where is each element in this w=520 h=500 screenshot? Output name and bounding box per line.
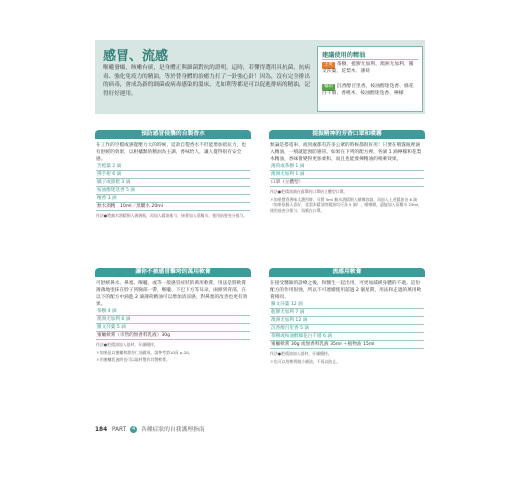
recipe-card-all-purpose-balm bbox=[95, 268, 251, 363]
ingredient: 澳洲尤加利 12 滴 bbox=[270, 317, 424, 325]
recipe-description: 在接受醫師的診療之後，和醫生一起出用，可更加減緩身體的不適。這份配方的作用很強，所以不可連續使用超過 2 個星期，用法和走過的萬用軟膏相同。 bbox=[270, 281, 422, 300]
recipe-note: 作法●把精油加入基材，仔細攪拌。 bbox=[96, 342, 158, 347]
recipe-note: ＊如果是以蜜蠟和甜杏仁油做成，請參考第10頁 p.20。 bbox=[96, 349, 193, 355]
base-ingredient: 無水酒精 10ml／蒸餾水 20ml bbox=[96, 203, 250, 211]
main-tag: 主要 bbox=[324, 62, 333, 67]
ingredient: 苦橙葉 2 滴 bbox=[96, 163, 250, 171]
recipe-description: 無論是搭電車、或到處都有許多公眾的時候都很好用！只要在噴霧瓶裡滴入精油，一噴就能預防感冒。如果在下列的配方裡，各滴 1 滴檸檬和花梨木精油，香味會變得更加柔和，而且也能發揮精油的相乘效果。 bbox=[270, 143, 422, 162]
recipe-note: ＊用蜜蠟乳液時也可以取材製作其製軟膏。 bbox=[96, 357, 170, 363]
page-number: 184 bbox=[95, 427, 108, 433]
page-footer bbox=[95, 424, 205, 433]
recipe-description: 可舒緩鼻水、鼻塞、喉嚨、或等一般感冒症狀的萬用軟膏，用法是將軟膏薄薄地塗抹在脖子到胸部一帶，喉嚨、下巴下方等耳朵，兩條到背部，在以下的配方中滴進 2 滴薄荷精油可以增加清涼感，對鼻塞的改善也更有效果。 bbox=[96, 281, 248, 307]
ingredient: 澳洲尤加利 6 滴 bbox=[96, 316, 250, 324]
recipe-note: 作法●把精油加入基材，仔細攪拌。 bbox=[270, 351, 332, 356]
part-label: PART bbox=[111, 427, 127, 433]
ingredient: 茶樹或桉油醇綠花白千層 6 滴 bbox=[270, 333, 424, 341]
ingredient: 薄荷或茶樹 1 滴 bbox=[270, 163, 424, 171]
ingredient: 檀香 3 滴 bbox=[96, 195, 250, 203]
section-title: 各種症狀的自我護理指南 bbox=[140, 427, 205, 433]
part-number-badge: 4 bbox=[131, 426, 136, 432]
recipe-title: 流感用軟膏 bbox=[269, 268, 425, 277]
recommended-oils-title: 建議使用的精油 bbox=[322, 52, 366, 59]
base-ingredient: 蜜蠟軟膏（市售的無香料乳液）30g bbox=[96, 332, 250, 340]
recipe-card-perfume bbox=[95, 130, 251, 219]
ingredient: 佛手柑 6 滴 bbox=[96, 171, 250, 179]
ingredient: 羅文莎葉 12 滴 bbox=[270, 301, 424, 309]
recipe-note: 作法●將無水酒精倒入玻璃瓶，再加入精油搖勻，接著加入蒸餾水，使用前要充分搖勻。 bbox=[96, 213, 248, 218]
support-tag: 輔助 bbox=[324, 84, 333, 89]
main-oils-row bbox=[322, 62, 418, 75]
recipe-note: 作法●把精油滴在面罩的口罩的立體型口罩。 bbox=[270, 189, 348, 194]
recipe-title: 提振精神的芳香口罩和噴霧 bbox=[269, 130, 425, 139]
recommended-oils-box bbox=[317, 46, 423, 112]
intro-panel bbox=[95, 40, 425, 114]
recipe-note: ＊如果覺得香味太濃烈時，可將 5ml 無水酒精倒入噴霧容器，再加入上述精油各 6 滴（如果依個人喜好，花梨木精油等精油均可各 5 滴），噴噴噴，還能加入蒸餾水 25ml，使用前充分搖勻，再噴在口罩。 bbox=[270, 196, 423, 213]
recipe-title: 預防感冒侵襲的自製香水 bbox=[95, 130, 251, 139]
page bbox=[95, 40, 425, 450]
recipe-description: 在工作的空檔或感覺壓力大的時候，這款自製香水不但能增加抵抗力，也有舒緩的效果，以柑橘類的精油為主調，香味怡人，讓人覺得很有安全感。 bbox=[96, 143, 247, 162]
recipe-title: 讓你不被感冒擊垮的萬用軟膏 bbox=[95, 268, 251, 277]
ingredient: 沉香醇百里香 5 滴 bbox=[270, 325, 424, 333]
recipe-note: ＊也可以用軟膏做小調油，不再以防止。 bbox=[270, 358, 341, 364]
page-title: 感冒、流感 bbox=[103, 49, 169, 64]
ingredient: 羅文莎葉 5 滴 bbox=[96, 324, 250, 332]
intro-text: 喉嚨發癢，咳嗽有痰，是身體正與細菌對抗的證明，這時，若懂得選用具抗菌、抗病毒、強化免疫力的精油，等於替身體的治癒力打了一針強心針！因為，沒有完全排出的病毒，會成為新的細菌或病毒感染的溫床，尤如利等都是可以促進排病的精油，記得好好運用。 bbox=[103, 65, 310, 97]
recipe-card-mask bbox=[269, 130, 425, 213]
support-oils-row bbox=[322, 84, 418, 97]
ingredient: 口罩（立體型） bbox=[270, 179, 424, 187]
recipe-card-flu-balm bbox=[269, 268, 425, 364]
ingredient: 桉油醇迷迭香 5 滴 bbox=[96, 187, 250, 195]
ingredient: 橘子或甜橙 3 滴 bbox=[96, 179, 250, 187]
ingredient: 茶樹 4 滴 bbox=[96, 308, 250, 316]
ingredient: 藍膠尤加利 7 滴 bbox=[270, 309, 424, 317]
support-oils-text: 沉香醇百里香、桉油醇迷迭香、綠花白千層、香桃木、桉油醇迷迭香、檸檬 bbox=[322, 84, 414, 96]
base-ingredient: 蜜蠟軟膏 30g 或無香料乳液 35ml ＋植物油 15ml bbox=[270, 341, 424, 349]
ingredient: 澳洲尤加利 1 滴 bbox=[270, 171, 424, 179]
divider bbox=[322, 59, 418, 60]
main-oils-text: 茶樹、藍膠尤加利、澳洲尤加利、羅文莎葉、花梨木、薄荷 bbox=[322, 62, 414, 74]
